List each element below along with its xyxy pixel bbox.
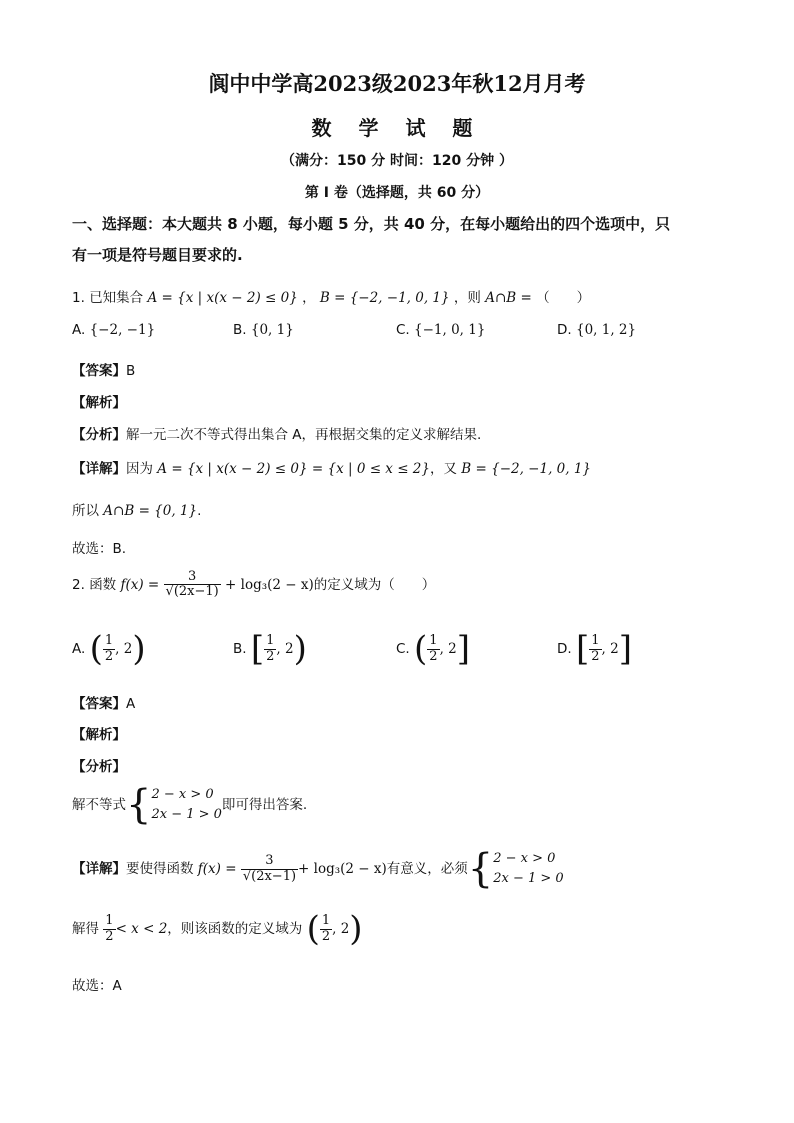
- answer-value: B: [126, 363, 136, 379]
- volume-heading: 第 I 卷（选择题，共 60 分）: [304, 185, 490, 201]
- q1-paren: （ ）: [536, 290, 591, 306]
- q2-detail: 【详解】要使得函数 f(x) = $\frac{3}{√(2x-1)}$ + log₃(2 − x)有意义，必须{ 2 − x > 0 2x − 1 > 0: [72, 846, 564, 893]
- q1-jiexi-tag: 【解析】: [72, 395, 126, 411]
- section-instructions-line2: 有一项是符号题目要求的.: [72, 246, 243, 264]
- q1-text-b: ，则: [453, 290, 481, 306]
- q2-option-b[interactable]: B. [ $\frac{1}{2}$ , 2): [233, 629, 307, 669]
- q1-option-a[interactable]: A. {−2, −1}: [72, 322, 156, 338]
- q2-fraction: $\frac{3}{√(2x-1)}$: [165, 569, 219, 600]
- q1-choice: 故选：B.: [72, 541, 127, 557]
- q2-number: 2.: [72, 576, 85, 593]
- q1-detail: 【详解】因为 A = {x | x(x − 2) ≤ 0} = {x | 0 ≤ x ≤ 2}，又 B = {−2, −1, 0, 1}: [72, 461, 592, 477]
- q1-comma: ，: [302, 290, 316, 306]
- q2-fenxi-tag: 【分析】: [72, 759, 126, 775]
- exam-title: 阆中中学高2023级2023年秋12月月考: [208, 71, 586, 96]
- q1-answer: [72, 359, 135, 379]
- q2-jiexi-tag: 【解析】: [72, 727, 126, 743]
- q2-stem: 2. 函数 f(x) = $\frac{3}{√(2x-1)}$ + log₃(2 − x)的定义域为（ ）: [72, 569, 436, 600]
- q2-option-d[interactable]: D. [ $\frac{1}{2}$ , 2]: [557, 629, 632, 669]
- q1-text-a: 已知集合: [89, 290, 144, 306]
- q1-option-d[interactable]: D. {0, 1, 2}: [557, 322, 637, 338]
- q2-solution: 解得 $\frac{1}{2}$ < x < 2，则该函数的定义域为 ( $\frac{1}{2}$ , 2): [72, 909, 363, 949]
- q1-set-a: A = {x | x(x − 2) ≤ 0}: [147, 290, 298, 306]
- q2-answer: 【答案】A: [72, 696, 136, 712]
- q1-set-b: B = {−2, −1, 0, 1}: [319, 290, 450, 306]
- q1-option-c[interactable]: C. {−1, 0, 1}: [396, 322, 486, 338]
- answer-tag: 【答案】: [72, 363, 126, 379]
- q1-expr: A∩B =: [485, 290, 532, 306]
- q2-choice: 故选：A: [72, 978, 122, 994]
- q2-option-c[interactable]: C. ( $\frac{1}{2}$ , 2]: [396, 629, 470, 669]
- q1-option-b[interactable]: B. {0, 1}: [233, 322, 294, 338]
- q2-analysis: 解不等式{ 2 − x > 0 2x − 1 > 0 即可得出答案.: [72, 782, 308, 829]
- q1-analysis: 【分析】解一元二次不等式得出集合 A，再根据交集的定义求解结果.: [72, 427, 482, 443]
- exam-note: （满分：150 分 时间：120 分钟 ）: [281, 153, 513, 169]
- q1-stem: [72, 286, 590, 306]
- inequality-system: 2 − x > 0 2x − 1 > 0: [151, 787, 222, 823]
- q1-number: 1.: [72, 290, 85, 306]
- q2-option-a[interactable]: A. ( $\frac{1}{2}$ , 2): [72, 629, 146, 669]
- section-instructions-line1: 一、选择题：本大题共 8 小题，每小题 5 分，共 40 分，在每小题给出的四个选项中，只: [72, 215, 671, 233]
- exam-subtitle: 数 学 试 题: [311, 116, 483, 140]
- q1-therefore: 所以 A∩B = {0, 1}.: [72, 503, 202, 519]
